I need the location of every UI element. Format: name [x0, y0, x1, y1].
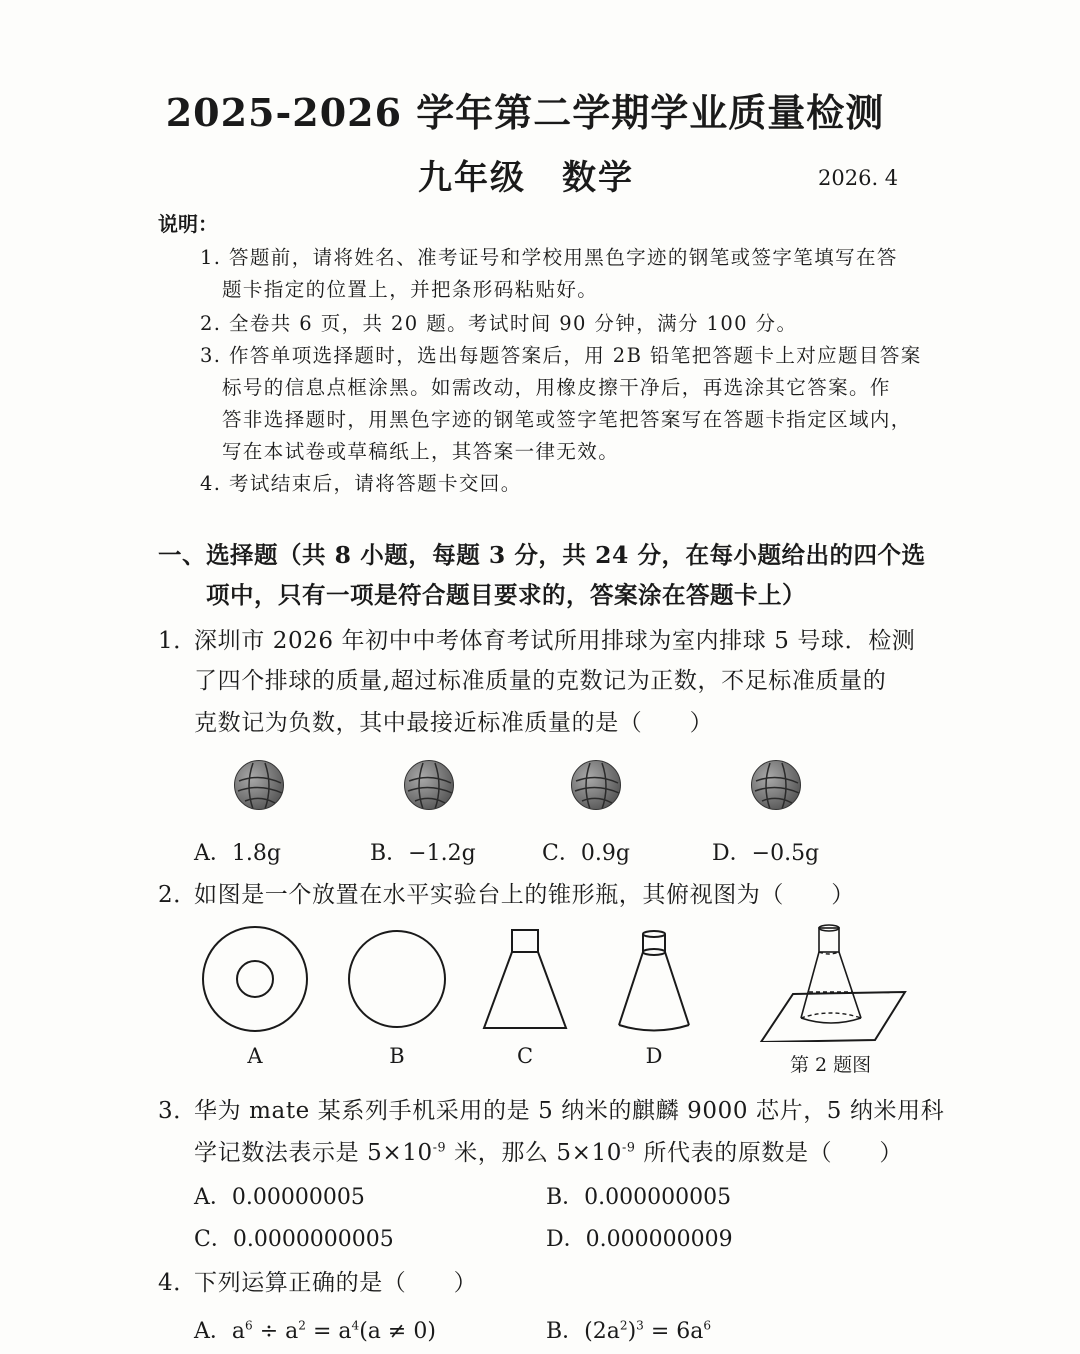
figure-d-neck-top	[643, 931, 665, 937]
instructions-heading: 说明：	[158, 212, 218, 236]
platform	[761, 992, 905, 1042]
option-b[interactable]: B．−1.2g	[370, 841, 476, 866]
instruction-line: 标号的信息点框涂黑。如需改动，用橡皮擦干净后，再选涂其它答案。作	[222, 376, 891, 399]
question-text: 华为 mate 某系列手机采用的是 5 纳米的麒麟 9000 芯片，5 纳米用科	[194, 1098, 945, 1124]
volleyball-image	[571, 760, 621, 810]
option-c[interactable]: C．0.0000000005	[194, 1227, 394, 1252]
figure-b-circle	[349, 931, 445, 1027]
flask-body	[801, 952, 861, 1018]
question-number: 3．	[158, 1098, 197, 1124]
figure-label: D	[645, 1044, 663, 1068]
question-text: 如图是一个放置在水平实验台上的锥形瓶，其俯视图为（ ）	[194, 882, 855, 908]
option-a[interactable]: A．0.00000005	[194, 1185, 365, 1210]
figure-c-neck	[512, 930, 538, 952]
figure-label: A	[247, 1044, 263, 1068]
question-text-line2: 学记数法表示是 $5\times 10^{-9}$ 米，那么 $5\times 10^{-9}$ 所代表的原数是（ ）	[194, 1139, 904, 1166]
instruction-line: 写在本试卷或草稿纸上，其答案一律无效。	[222, 440, 620, 463]
question-number: 1．	[158, 628, 197, 654]
question-number: 4．	[158, 1270, 197, 1296]
option-d[interactable]: D．−0.5g	[712, 841, 820, 866]
option-c[interactable]: C．0.9g	[542, 841, 630, 866]
option-b[interactable]: B．0.000000005	[546, 1185, 732, 1210]
volleyball-image	[751, 760, 801, 810]
figure-c-body	[484, 952, 566, 1028]
option-b[interactable]: B．$(2a^2)^3 = 6a^6$	[546, 1318, 712, 1344]
question-text: 克数记为负数，其中最接近标准质量的是（ ）	[194, 710, 714, 736]
figure-caption: 第 2 题图	[790, 1054, 872, 1076]
figure-a-inner-circle	[237, 961, 273, 997]
exam-title: 2025-2026 学年第二学期学业质量检测	[165, 90, 885, 135]
instruction-line: 3. 作答单项选择题时，选出每题答案后，用 2B 铅笔把答题卡上对应题目答案	[200, 344, 922, 367]
section-heading: 一、选择题（共 8 小题，每题 3 分，共 24 分，在每小题给出的四个选	[158, 541, 926, 569]
section-heading-cont: 项中，只有一项是符合题目要求的，答案涂在答题卡上）	[206, 581, 806, 609]
instruction-line: 题卡指定的位置上，并把条形码粘贴好。	[222, 278, 599, 301]
figure-d-base	[619, 1025, 689, 1031]
question-text: 深圳市 2026 年初中中考体育考试所用排球为室内排球 5 号球．检测	[194, 628, 916, 654]
flask-base	[801, 1018, 861, 1023]
flask-figures	[195, 922, 915, 1042]
figure-d-neck-base	[643, 949, 665, 955]
instruction-line: 4. 考试结束后，请将答题卡交回。	[200, 472, 522, 495]
volleyball-image	[404, 760, 454, 810]
option-a[interactable]: A．1.8g	[194, 841, 281, 866]
instruction-line: 2. 全卷共 6 页，共 20 题。考试时间 90 分钟，满分 100 分。	[200, 312, 798, 335]
instruction-line: 1. 答题前，请将姓名、准考证号和学校用黑色字迹的钢笔或签字笔填写在答	[200, 246, 898, 269]
instruction-line: 答非选择题时，用黑色字迹的钢笔或签字笔把答案写在答题卡指定区域内，	[222, 408, 912, 431]
option-d[interactable]: D．0.000000009	[546, 1227, 733, 1252]
question-text: 了四个排球的质量,超过标准质量的克数记为正数，不足标准质量的	[194, 668, 887, 694]
option-a[interactable]: A．$a^6 \div a^2 = a^4(a \ne 0)$	[194, 1318, 436, 1344]
question-text: 下列运算正确的是（ ）	[194, 1270, 478, 1296]
volleyball-image	[234, 760, 284, 810]
question-number: 2．	[158, 882, 197, 908]
exam-date: 2026. 4	[818, 166, 899, 190]
figure-label: C	[516, 1044, 534, 1068]
figure-a-outer-circle	[203, 927, 307, 1031]
figure-d-body	[619, 952, 689, 1025]
exam-subtitle: 九年级 数学	[418, 158, 634, 198]
figure-label: B	[389, 1044, 405, 1068]
